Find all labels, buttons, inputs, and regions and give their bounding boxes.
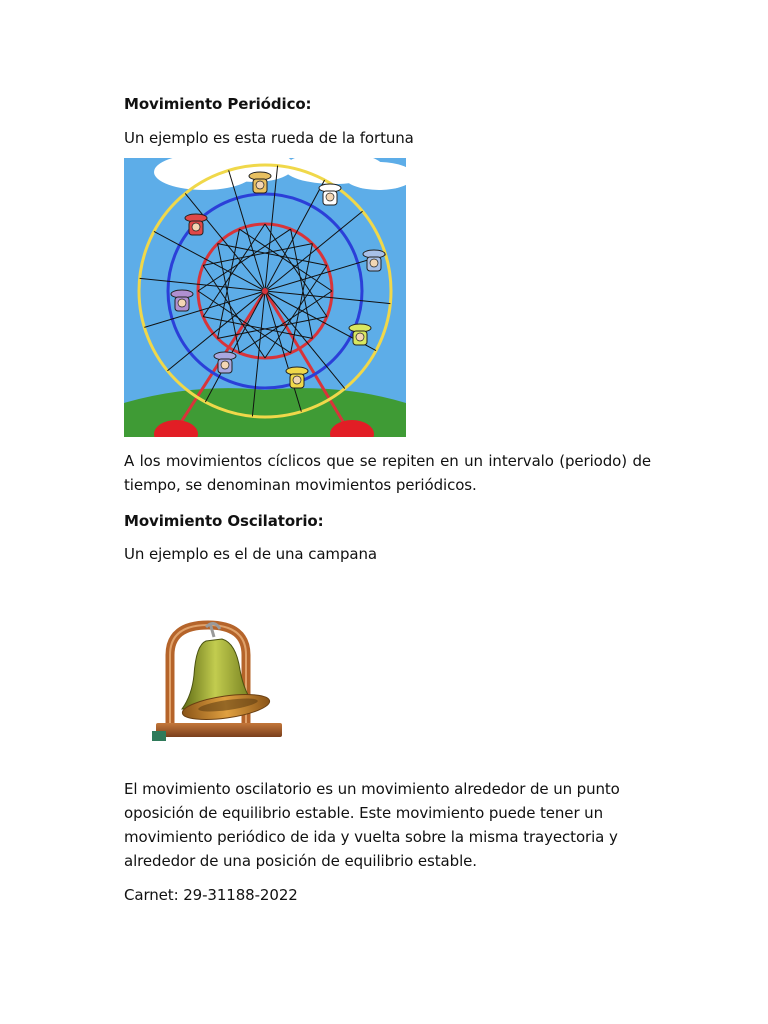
bell-base	[156, 723, 282, 737]
heading-periodic-motion: Movimiento Periódico:	[124, 95, 312, 113]
ferris-wheel-illustration	[124, 158, 406, 437]
oscillatory-line-1: El movimiento oscilatorio es un movimiento alrededor de un punto	[124, 780, 620, 798]
bell-example-text: Un ejemplo es el de una campana	[124, 545, 377, 563]
oscillatory-description	[124, 777, 664, 873]
bell-base-corner	[152, 731, 166, 741]
periodic-description: A los movimientos cíclicos que se repiten en un intervalo (periodo) de tiempo, se denominan movimientos periódicos.	[124, 452, 651, 494]
oscillatory-line-4: alrededor de una posición de equilibrio estable.	[124, 852, 477, 870]
wheel-hub	[262, 288, 268, 294]
oscillatory-line-2: oposición de equilibrio estable. Este movimiento puede tener un	[124, 804, 603, 822]
ferris-example-text: Un ejemplo es esta rueda de la fortuna	[124, 129, 414, 147]
bell-illustration	[148, 615, 284, 748]
carnet-text: Carnet: 29-31188-2022	[124, 886, 298, 904]
heading-oscillatory-motion: Movimiento Oscilatorio:	[124, 512, 324, 530]
oscillatory-line-3: movimiento periódico de ida y vuelta sobre la misma trayectoria y	[124, 828, 618, 846]
